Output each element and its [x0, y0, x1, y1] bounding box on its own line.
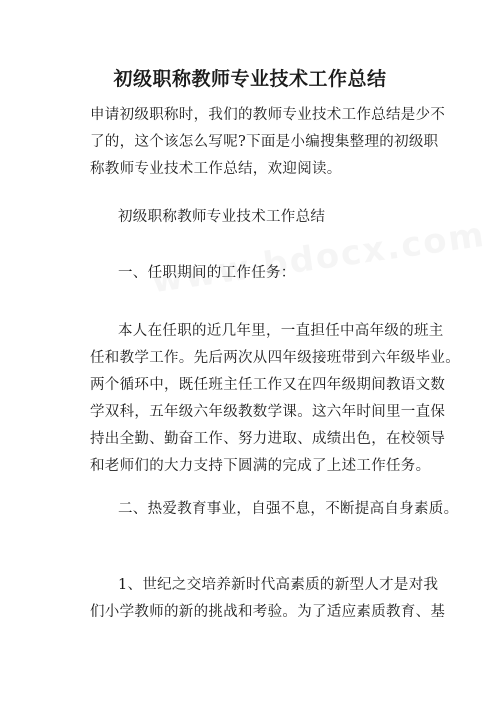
intro-paragraph: [90, 102, 446, 183]
section2-heading: [118, 496, 459, 523]
section1-line: 持出全勤、勤奋工作、努力进取、成绩出色，在校领导: [90, 431, 446, 447]
subtitle-text: 初级职称教师专业技术工作总结: [118, 209, 326, 225]
section1-line: 学双科，五年级六年级教数学课。这六年时间里一直保: [90, 404, 446, 420]
section1-line: 任和教学工作。先后两次从四年级接班带到六年级毕业。: [90, 350, 460, 366]
section1-line: 和老师们的大力支持下圆满的完成了上述工作任务。: [90, 458, 431, 474]
intro-line: 了的，这个该怎么写呢?下面是小编搜集整理的初级职: [90, 134, 439, 150]
section1-line: 本人在任职的近几年里，一直担任中高年级的班主: [118, 323, 444, 339]
intro-line: 申请初级职称时，我们的教师专业技术工作总结是少不: [90, 107, 446, 123]
section2-line: 们小学教师的新的挑战和考验。为了适应素质教育、基: [90, 604, 446, 620]
section1-line: 两个循环中，既任班主任工作又在四年级期间教语文数: [90, 377, 446, 393]
document-title: 初级职称教师专业技术工作总结: [113, 68, 387, 90]
document-subtitle: [118, 204, 438, 231]
section1-heading-text: 一、任职期间的工作任务：: [118, 265, 296, 281]
intro-line: 称教师专业技术工作总结，欢迎阅读。: [90, 161, 342, 177]
section1-heading: [118, 260, 438, 287]
section1-paragraph: [90, 318, 460, 480]
section2-heading-text: 二、热爱教育事业，自强不息，不断提高自身素质。: [118, 501, 459, 517]
section2-line: 1、世纪之交培养新时代高素质的新型人才是对我: [118, 577, 439, 593]
section2-paragraph: [90, 572, 446, 626]
